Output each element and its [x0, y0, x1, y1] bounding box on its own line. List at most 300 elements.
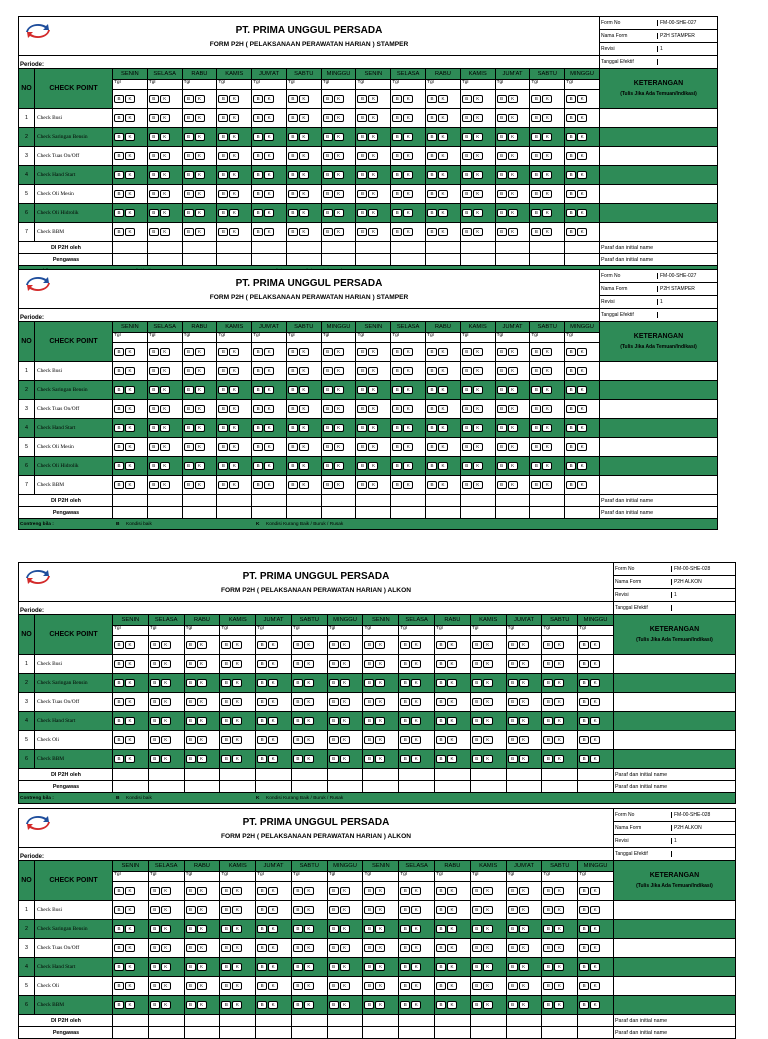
- status-checkbox[interactable]: B: [293, 925, 303, 933]
- status-checkbox[interactable]: K: [473, 209, 483, 217]
- status-checkbox[interactable]: B: [357, 190, 367, 198]
- status-checkbox[interactable]: B: [186, 717, 196, 725]
- status-checkbox[interactable]: B: [462, 209, 472, 217]
- status-checkbox[interactable]: B: [323, 114, 333, 122]
- status-checkbox[interactable]: B: [543, 982, 553, 990]
- status-checkbox[interactable]: B: [150, 982, 160, 990]
- status-checkbox[interactable]: B: [184, 405, 194, 413]
- status-checkbox[interactable]: K: [590, 982, 600, 990]
- status-checkbox[interactable]: K: [125, 443, 135, 451]
- status-checkbox[interactable]: K: [375, 679, 385, 687]
- status-checkbox[interactable]: K: [403, 190, 413, 198]
- status-checkbox[interactable]: K: [590, 755, 600, 763]
- status-checkbox[interactable]: B: [508, 717, 518, 725]
- status-checkbox[interactable]: B: [427, 133, 437, 141]
- status-checkbox[interactable]: K: [334, 190, 344, 198]
- status-checkbox[interactable]: K: [334, 481, 344, 489]
- status-checkbox[interactable]: K: [268, 679, 278, 687]
- status-checkbox[interactable]: K: [411, 698, 421, 706]
- status-checkbox[interactable]: B: [508, 906, 518, 914]
- status-checkbox[interactable]: K: [554, 736, 564, 744]
- status-checkbox[interactable]: B: [221, 736, 231, 744]
- status-checkbox[interactable]: B: [329, 925, 339, 933]
- status-checkbox[interactable]: K: [438, 133, 448, 141]
- status-checkbox[interactable]: B: [257, 963, 267, 971]
- status-checkbox[interactable]: B: [472, 736, 482, 744]
- status-checkbox[interactable]: B: [221, 982, 231, 990]
- status-checkbox[interactable]: B: [257, 925, 267, 933]
- status-checkbox[interactable]: B: [114, 679, 124, 687]
- status-checkbox[interactable]: K: [195, 190, 205, 198]
- status-checkbox[interactable]: K: [160, 114, 170, 122]
- status-checkbox[interactable]: K: [299, 171, 309, 179]
- status-checkbox[interactable]: K: [411, 963, 421, 971]
- status-checkbox[interactable]: B: [566, 405, 576, 413]
- status-checkbox[interactable]: K: [473, 405, 483, 413]
- signature-cell[interactable]: [256, 781, 292, 793]
- status-checkbox[interactable]: K: [125, 386, 135, 394]
- status-checkbox[interactable]: B: [329, 698, 339, 706]
- date-field[interactable]: Tgl: [542, 626, 578, 636]
- signature-cell[interactable]: [217, 254, 252, 266]
- status-checkbox[interactable]: K: [232, 963, 242, 971]
- date-field[interactable]: Tgl: [113, 626, 149, 636]
- status-checkbox[interactable]: K: [125, 906, 135, 914]
- status-checkbox[interactable]: B: [357, 152, 367, 160]
- status-checkbox[interactable]: K: [368, 152, 378, 160]
- status-checkbox[interactable]: B: [392, 481, 402, 489]
- date-field[interactable]: Tgl: [184, 626, 220, 636]
- status-checkbox[interactable]: B: [357, 443, 367, 451]
- status-checkbox[interactable]: B: [400, 698, 410, 706]
- status-checkbox[interactable]: B: [497, 114, 507, 122]
- status-checkbox[interactable]: B: [218, 405, 228, 413]
- status-checkbox[interactable]: K: [375, 963, 385, 971]
- status-checkbox[interactable]: K: [340, 736, 350, 744]
- signature-cell[interactable]: [356, 507, 391, 519]
- status-checkbox[interactable]: K: [299, 228, 309, 236]
- status-checkbox[interactable]: B: [543, 698, 553, 706]
- status-checkbox[interactable]: K: [447, 982, 457, 990]
- status-checkbox[interactable]: B: [392, 133, 402, 141]
- status-checkbox[interactable]: K: [375, 982, 385, 990]
- status-checkbox[interactable]: K: [197, 925, 207, 933]
- status-checkbox[interactable]: B: [436, 982, 446, 990]
- signature-cell[interactable]: [147, 507, 182, 519]
- status-checkbox[interactable]: B: [184, 481, 194, 489]
- status-checkbox[interactable]: K: [268, 755, 278, 763]
- date-field[interactable]: Tgl: [565, 80, 600, 90]
- status-checkbox[interactable]: B: [462, 481, 472, 489]
- status-checkbox[interactable]: K: [161, 1001, 171, 1009]
- status-checkbox[interactable]: K: [304, 906, 314, 914]
- status-checkbox[interactable]: K: [197, 679, 207, 687]
- signature-cell[interactable]: [399, 1027, 435, 1039]
- status-checkbox[interactable]: K: [299, 386, 309, 394]
- status-checkbox[interactable]: K: [299, 190, 309, 198]
- keterangan-cell[interactable]: [613, 750, 735, 769]
- status-checkbox[interactable]: B: [531, 209, 541, 217]
- status-checkbox[interactable]: K: [375, 944, 385, 952]
- signature-cell[interactable]: [542, 769, 578, 781]
- status-checkbox[interactable]: K: [542, 190, 552, 198]
- status-checkbox[interactable]: K: [197, 698, 207, 706]
- status-checkbox[interactable]: K: [368, 114, 378, 122]
- status-checkbox[interactable]: B: [579, 925, 589, 933]
- status-checkbox[interactable]: K: [473, 386, 483, 394]
- status-checkbox[interactable]: B: [427, 209, 437, 217]
- status-checkbox[interactable]: K: [519, 963, 529, 971]
- status-checkbox[interactable]: B: [392, 209, 402, 217]
- status-checkbox[interactable]: K: [542, 228, 552, 236]
- status-checkbox[interactable]: K: [411, 679, 421, 687]
- status-checkbox[interactable]: B: [329, 736, 339, 744]
- status-checkbox[interactable]: B: [288, 462, 298, 470]
- status-checkbox[interactable]: B: [218, 367, 228, 375]
- status-checkbox[interactable]: K: [508, 443, 518, 451]
- status-checkbox[interactable]: B: [184, 228, 194, 236]
- status-checkbox[interactable]: B: [579, 755, 589, 763]
- status-checkbox[interactable]: B: [427, 462, 437, 470]
- status-checkbox[interactable]: B: [357, 114, 367, 122]
- status-checkbox[interactable]: K: [232, 944, 242, 952]
- status-checkbox[interactable]: B: [392, 424, 402, 432]
- status-checkbox[interactable]: B: [392, 462, 402, 470]
- status-checkbox[interactable]: B: [149, 171, 159, 179]
- status-checkbox[interactable]: B: [150, 679, 160, 687]
- status-checkbox[interactable]: B: [149, 133, 159, 141]
- signature-cell[interactable]: [321, 242, 356, 254]
- date-field[interactable]: Tgl: [113, 872, 149, 882]
- status-checkbox[interactable]: B: [364, 717, 374, 725]
- signature-cell[interactable]: [286, 507, 321, 519]
- signature-cell[interactable]: [495, 507, 530, 519]
- status-checkbox[interactable]: K: [125, 698, 135, 706]
- keterangan-cell[interactable]: [599, 438, 717, 457]
- status-checkbox[interactable]: B: [566, 228, 576, 236]
- status-checkbox[interactable]: K: [447, 679, 457, 687]
- status-checkbox[interactable]: B: [497, 190, 507, 198]
- status-checkbox[interactable]: K: [197, 736, 207, 744]
- status-checkbox[interactable]: B: [288, 114, 298, 122]
- status-checkbox[interactable]: K: [125, 152, 135, 160]
- status-checkbox[interactable]: K: [232, 660, 242, 668]
- signature-cell[interactable]: [391, 507, 426, 519]
- status-checkbox[interactable]: B: [329, 679, 339, 687]
- status-checkbox[interactable]: K: [125, 982, 135, 990]
- status-checkbox[interactable]: K: [483, 963, 493, 971]
- status-checkbox[interactable]: K: [195, 171, 205, 179]
- date-field[interactable]: Tgl: [184, 872, 220, 882]
- status-checkbox[interactable]: K: [590, 925, 600, 933]
- status-checkbox[interactable]: B: [114, 443, 124, 451]
- status-checkbox[interactable]: B: [392, 386, 402, 394]
- status-checkbox[interactable]: B: [323, 209, 333, 217]
- signature-cell[interactable]: [435, 1027, 471, 1039]
- status-checkbox[interactable]: K: [519, 736, 529, 744]
- date-field[interactable]: Tgl: [182, 80, 217, 90]
- status-checkbox[interactable]: B: [257, 736, 267, 744]
- status-checkbox[interactable]: K: [161, 982, 171, 990]
- status-checkbox[interactable]: B: [114, 925, 124, 933]
- status-checkbox[interactable]: B: [364, 679, 374, 687]
- status-checkbox[interactable]: K: [299, 152, 309, 160]
- status-checkbox[interactable]: K: [160, 481, 170, 489]
- status-checkbox[interactable]: K: [577, 228, 587, 236]
- signature-cell[interactable]: [291, 769, 327, 781]
- status-checkbox[interactable]: K: [299, 405, 309, 413]
- status-checkbox[interactable]: B: [218, 443, 228, 451]
- status-checkbox[interactable]: K: [403, 209, 413, 217]
- date-field[interactable]: Tgl: [470, 626, 506, 636]
- signature-cell[interactable]: [113, 769, 149, 781]
- status-checkbox[interactable]: K: [334, 424, 344, 432]
- signature-cell[interactable]: [217, 242, 252, 254]
- status-checkbox[interactable]: K: [375, 1001, 385, 1009]
- status-checkbox[interactable]: B: [508, 660, 518, 668]
- status-checkbox[interactable]: K: [304, 982, 314, 990]
- status-checkbox[interactable]: K: [473, 152, 483, 160]
- status-checkbox[interactable]: B: [579, 679, 589, 687]
- status-checkbox[interactable]: B: [566, 443, 576, 451]
- status-checkbox[interactable]: K: [195, 462, 205, 470]
- status-checkbox[interactable]: K: [473, 424, 483, 432]
- signature-cell[interactable]: [399, 781, 435, 793]
- status-checkbox[interactable]: K: [299, 443, 309, 451]
- status-checkbox[interactable]: K: [447, 944, 457, 952]
- status-checkbox[interactable]: B: [543, 1001, 553, 1009]
- status-checkbox[interactable]: K: [403, 443, 413, 451]
- status-checkbox[interactable]: B: [114, 133, 124, 141]
- status-checkbox[interactable]: B: [323, 443, 333, 451]
- status-checkbox[interactable]: B: [114, 963, 124, 971]
- signature-cell[interactable]: [565, 242, 600, 254]
- status-checkbox[interactable]: K: [161, 679, 171, 687]
- status-checkbox[interactable]: B: [531, 405, 541, 413]
- status-checkbox[interactable]: B: [329, 717, 339, 725]
- date-field[interactable]: Tgl: [252, 80, 287, 90]
- status-checkbox[interactable]: K: [197, 1001, 207, 1009]
- date-field[interactable]: Tgl: [435, 626, 471, 636]
- status-checkbox[interactable]: K: [232, 1001, 242, 1009]
- date-field[interactable]: Tgl: [363, 626, 399, 636]
- status-checkbox[interactable]: K: [368, 462, 378, 470]
- status-checkbox[interactable]: B: [497, 462, 507, 470]
- status-checkbox[interactable]: K: [411, 736, 421, 744]
- status-checkbox[interactable]: K: [195, 367, 205, 375]
- status-checkbox[interactable]: B: [392, 190, 402, 198]
- status-checkbox[interactable]: B: [221, 944, 231, 952]
- signature-cell[interactable]: [530, 254, 565, 266]
- status-checkbox[interactable]: B: [218, 114, 228, 122]
- keterangan-cell[interactable]: [599, 419, 717, 438]
- status-checkbox[interactable]: B: [357, 424, 367, 432]
- status-checkbox[interactable]: K: [264, 152, 274, 160]
- date-field[interactable]: Tgl: [578, 626, 614, 636]
- status-checkbox[interactable]: B: [566, 481, 576, 489]
- status-checkbox[interactable]: B: [218, 481, 228, 489]
- status-checkbox[interactable]: B: [566, 114, 576, 122]
- status-checkbox[interactable]: B: [150, 963, 160, 971]
- status-checkbox[interactable]: K: [268, 982, 278, 990]
- signature-cell[interactable]: [291, 781, 327, 793]
- date-field[interactable]: Tgl: [460, 333, 495, 343]
- status-checkbox[interactable]: B: [257, 755, 267, 763]
- status-checkbox[interactable]: K: [577, 190, 587, 198]
- status-checkbox[interactable]: B: [472, 717, 482, 725]
- status-checkbox[interactable]: B: [253, 133, 263, 141]
- signature-cell[interactable]: [113, 781, 149, 793]
- status-checkbox[interactable]: K: [438, 386, 448, 394]
- status-checkbox[interactable]: K: [125, 133, 135, 141]
- date-field[interactable]: Tgl: [460, 80, 495, 90]
- status-checkbox[interactable]: B: [186, 944, 196, 952]
- keterangan-cell[interactable]: [613, 939, 735, 958]
- keterangan-cell[interactable]: [613, 655, 735, 674]
- status-checkbox[interactable]: B: [566, 424, 576, 432]
- status-checkbox[interactable]: K: [125, 481, 135, 489]
- status-checkbox[interactable]: K: [447, 963, 457, 971]
- status-checkbox[interactable]: K: [577, 114, 587, 122]
- date-field[interactable]: Tgl: [495, 333, 530, 343]
- signature-cell[interactable]: [113, 242, 148, 254]
- status-checkbox[interactable]: B: [149, 462, 159, 470]
- status-checkbox[interactable]: K: [264, 228, 274, 236]
- status-checkbox[interactable]: B: [566, 171, 576, 179]
- status-checkbox[interactable]: B: [579, 906, 589, 914]
- status-checkbox[interactable]: B: [357, 367, 367, 375]
- status-checkbox[interactable]: K: [304, 660, 314, 668]
- status-checkbox[interactable]: K: [368, 133, 378, 141]
- status-checkbox[interactable]: B: [149, 209, 159, 217]
- status-checkbox[interactable]: B: [114, 1001, 124, 1009]
- status-checkbox[interactable]: B: [508, 944, 518, 952]
- status-checkbox[interactable]: K: [264, 133, 274, 141]
- keterangan-cell[interactable]: [613, 920, 735, 939]
- status-checkbox[interactable]: B: [114, 171, 124, 179]
- status-checkbox[interactable]: B: [293, 755, 303, 763]
- status-checkbox[interactable]: B: [253, 190, 263, 198]
- status-checkbox[interactable]: B: [543, 679, 553, 687]
- status-checkbox[interactable]: K: [125, 755, 135, 763]
- status-checkbox[interactable]: K: [508, 386, 518, 394]
- status-checkbox[interactable]: K: [473, 228, 483, 236]
- status-checkbox[interactable]: K: [125, 679, 135, 687]
- status-checkbox[interactable]: K: [264, 405, 274, 413]
- status-checkbox[interactable]: B: [253, 228, 263, 236]
- signature-cell[interactable]: [578, 1027, 614, 1039]
- status-checkbox[interactable]: B: [184, 386, 194, 394]
- status-checkbox[interactable]: B: [508, 698, 518, 706]
- signature-cell[interactable]: [542, 1015, 578, 1027]
- signature-cell[interactable]: [256, 769, 292, 781]
- status-checkbox[interactable]: K: [554, 755, 564, 763]
- status-checkbox[interactable]: K: [334, 114, 344, 122]
- status-checkbox[interactable]: K: [403, 171, 413, 179]
- status-checkbox[interactable]: K: [125, 171, 135, 179]
- status-checkbox[interactable]: B: [497, 367, 507, 375]
- status-checkbox[interactable]: B: [497, 133, 507, 141]
- status-checkbox[interactable]: B: [149, 386, 159, 394]
- status-checkbox[interactable]: K: [161, 660, 171, 668]
- status-checkbox[interactable]: B: [427, 405, 437, 413]
- status-checkbox[interactable]: B: [114, 462, 124, 470]
- status-checkbox[interactable]: B: [288, 443, 298, 451]
- status-checkbox[interactable]: K: [229, 190, 239, 198]
- status-checkbox[interactable]: B: [427, 386, 437, 394]
- status-checkbox[interactable]: K: [304, 755, 314, 763]
- signature-cell[interactable]: [321, 495, 356, 507]
- signature-cell[interactable]: [356, 495, 391, 507]
- status-checkbox[interactable]: K: [411, 755, 421, 763]
- status-checkbox[interactable]: K: [161, 906, 171, 914]
- signature-cell[interactable]: [426, 507, 461, 519]
- status-checkbox[interactable]: K: [542, 386, 552, 394]
- status-checkbox[interactable]: B: [497, 152, 507, 160]
- status-checkbox[interactable]: K: [334, 171, 344, 179]
- status-checkbox[interactable]: K: [304, 698, 314, 706]
- status-checkbox[interactable]: K: [554, 679, 564, 687]
- status-checkbox[interactable]: K: [403, 424, 413, 432]
- status-checkbox[interactable]: B: [462, 424, 472, 432]
- status-checkbox[interactable]: B: [114, 424, 124, 432]
- status-checkbox[interactable]: B: [392, 405, 402, 413]
- status-checkbox[interactable]: B: [288, 152, 298, 160]
- keterangan-cell[interactable]: [599, 147, 717, 166]
- status-checkbox[interactable]: B: [114, 755, 124, 763]
- status-checkbox[interactable]: K: [232, 698, 242, 706]
- status-checkbox[interactable]: K: [473, 171, 483, 179]
- status-checkbox[interactable]: K: [232, 982, 242, 990]
- status-checkbox[interactable]: K: [508, 171, 518, 179]
- status-checkbox[interactable]: K: [438, 209, 448, 217]
- status-checkbox[interactable]: K: [264, 481, 274, 489]
- status-checkbox[interactable]: K: [334, 462, 344, 470]
- status-checkbox[interactable]: B: [323, 190, 333, 198]
- status-checkbox[interactable]: B: [253, 209, 263, 217]
- status-checkbox[interactable]: K: [161, 736, 171, 744]
- status-checkbox[interactable]: K: [368, 443, 378, 451]
- status-checkbox[interactable]: K: [447, 698, 457, 706]
- status-checkbox[interactable]: B: [186, 925, 196, 933]
- status-checkbox[interactable]: B: [392, 171, 402, 179]
- status-checkbox[interactable]: K: [125, 736, 135, 744]
- status-checkbox[interactable]: K: [438, 443, 448, 451]
- status-checkbox[interactable]: B: [218, 190, 228, 198]
- status-checkbox[interactable]: K: [264, 424, 274, 432]
- status-checkbox[interactable]: B: [436, 660, 446, 668]
- status-checkbox[interactable]: K: [161, 944, 171, 952]
- status-checkbox[interactable]: B: [184, 114, 194, 122]
- status-checkbox[interactable]: K: [411, 944, 421, 952]
- status-checkbox[interactable]: B: [184, 443, 194, 451]
- status-checkbox[interactable]: B: [253, 405, 263, 413]
- status-checkbox[interactable]: B: [184, 367, 194, 375]
- status-checkbox[interactable]: K: [554, 982, 564, 990]
- status-checkbox[interactable]: K: [554, 660, 564, 668]
- status-checkbox[interactable]: K: [125, 660, 135, 668]
- status-checkbox[interactable]: B: [221, 660, 231, 668]
- signature-cell[interactable]: [252, 495, 287, 507]
- status-checkbox[interactable]: B: [543, 963, 553, 971]
- status-checkbox[interactable]: K: [542, 114, 552, 122]
- status-checkbox[interactable]: K: [368, 367, 378, 375]
- keterangan-cell[interactable]: [599, 223, 717, 242]
- status-checkbox[interactable]: K: [299, 424, 309, 432]
- status-checkbox[interactable]: K: [264, 190, 274, 198]
- status-checkbox[interactable]: K: [519, 755, 529, 763]
- status-checkbox[interactable]: B: [462, 171, 472, 179]
